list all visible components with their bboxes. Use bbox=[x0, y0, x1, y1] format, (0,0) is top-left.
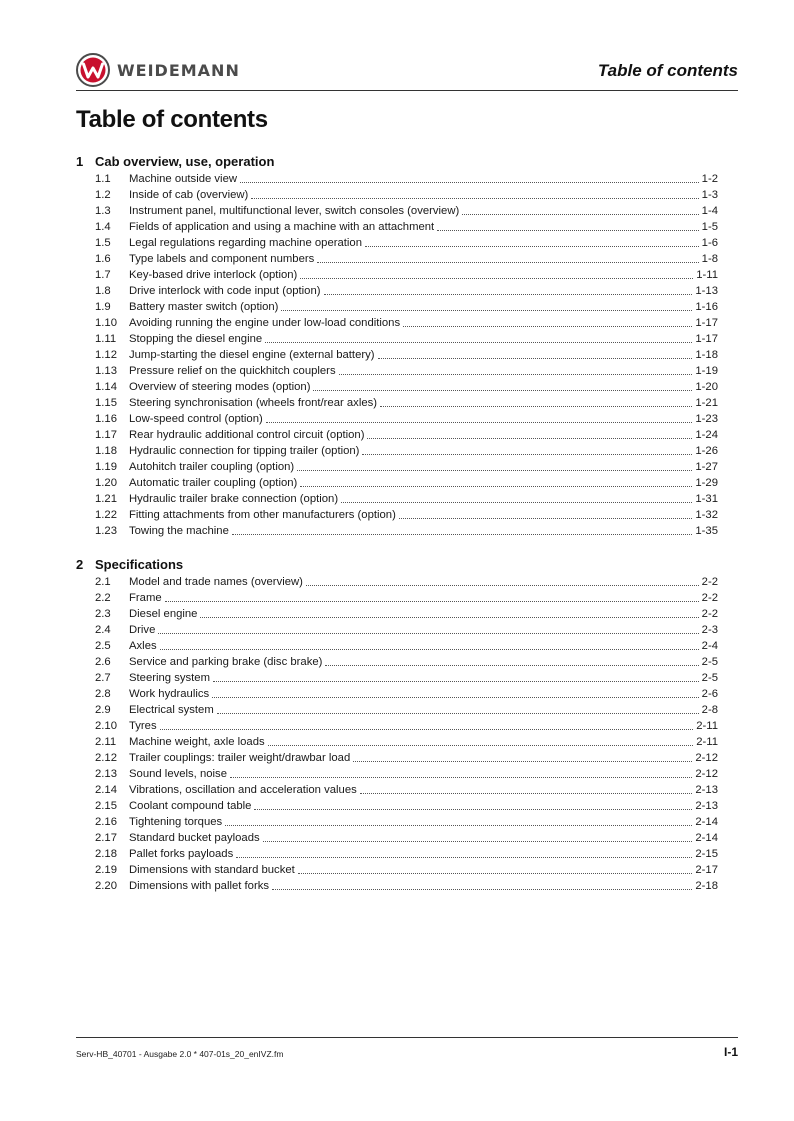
toc-entry-number: 2.16 bbox=[95, 816, 117, 828]
toc-entry[interactable] bbox=[76, 702, 718, 718]
toc-entry-number: 1.23 bbox=[95, 525, 117, 537]
toc-entry-title: Machine weight, axle loads bbox=[129, 736, 265, 748]
toc-entry-page: 1-24 bbox=[695, 429, 718, 441]
toc-entry-page: 2-4 bbox=[701, 640, 718, 652]
toc-entry[interactable] bbox=[76, 379, 718, 395]
toc-entry-number: 1.13 bbox=[95, 365, 117, 377]
toc-dot-leader bbox=[158, 632, 698, 634]
toc-entry-number: 1.15 bbox=[95, 397, 117, 409]
toc-entry-number: 1.11 bbox=[95, 333, 117, 345]
toc-entry-page: 2-2 bbox=[701, 608, 718, 620]
toc-dot-leader bbox=[306, 584, 699, 586]
toc-entry-title: Frame bbox=[129, 592, 162, 604]
toc-entry-number: 1.9 bbox=[95, 301, 111, 313]
toc-entry-title: Coolant compound table bbox=[129, 800, 252, 812]
toc-entry-page: 1-16 bbox=[695, 301, 718, 313]
toc-entry-page: 1-2 bbox=[701, 173, 718, 185]
toc-entry[interactable] bbox=[76, 782, 718, 798]
chapter-heading bbox=[76, 151, 718, 171]
toc-entry-page: 1-35 bbox=[695, 525, 718, 537]
toc-entry-number: 2.19 bbox=[95, 864, 117, 876]
toc-entry[interactable] bbox=[76, 814, 718, 830]
toc-entry[interactable] bbox=[76, 283, 718, 299]
toc-dot-leader bbox=[265, 341, 692, 343]
toc-entry-page: 1-6 bbox=[701, 237, 718, 249]
toc-entry[interactable] bbox=[76, 395, 718, 411]
toc-entry-page: 1-27 bbox=[695, 461, 718, 473]
toc-entry[interactable] bbox=[76, 622, 718, 638]
toc-entry-title: Hydraulic connection for tipping trailer (option) bbox=[129, 445, 360, 457]
toc-entry[interactable] bbox=[76, 654, 718, 670]
toc-entry-page: 2-8 bbox=[701, 704, 718, 716]
toc-entry[interactable] bbox=[76, 718, 718, 734]
chapter-heading bbox=[76, 554, 718, 574]
toc-entry-title: Autohitch trailer coupling (option) bbox=[129, 461, 295, 473]
toc-entry-number: 2.2 bbox=[95, 592, 111, 604]
brand-name: WEIDEMANN bbox=[117, 60, 240, 80]
toc-dot-leader bbox=[403, 325, 692, 327]
toc-entry-title: Battery master switch (option) bbox=[129, 301, 279, 313]
toc-dot-leader bbox=[380, 405, 692, 407]
toc-dot-leader bbox=[254, 808, 692, 810]
toc-entry[interactable] bbox=[76, 766, 718, 782]
toc-entry[interactable] bbox=[76, 459, 718, 475]
toc-entry-title: Hydraulic trailer brake connection (option) bbox=[129, 493, 339, 505]
toc-entry-title: Electrical system bbox=[129, 704, 214, 716]
toc-entry-title: Steering system bbox=[129, 672, 210, 684]
toc-entry-page: 1-17 bbox=[695, 333, 718, 345]
toc-entry-title: Machine outside view bbox=[129, 173, 238, 185]
toc-entry-page: 2-5 bbox=[701, 672, 718, 684]
toc-entry[interactable] bbox=[76, 590, 718, 606]
toc-entry-title: Instrument panel, multifunctional lever, switch consoles (overview) bbox=[129, 205, 460, 217]
toc-entry-title: Trailer couplings: trailer weight/drawbar load bbox=[129, 752, 351, 764]
toc-entry-number: 2.12 bbox=[95, 752, 117, 764]
page-number: I-1 bbox=[723, 1045, 738, 1059]
toc-entry-title: Towing the machine bbox=[129, 525, 229, 537]
page-header bbox=[76, 48, 738, 91]
toc-entry-number: 2.20 bbox=[95, 880, 117, 892]
toc-entry-title: Key-based drive interlock (option) bbox=[129, 269, 298, 281]
toc-entry-title: Pallet forks payloads bbox=[129, 848, 234, 860]
toc-entry-number: 1.7 bbox=[95, 269, 111, 281]
toc-entry-number: 1.19 bbox=[95, 461, 117, 473]
toc-entry-title: Service and parking brake (disc brake) bbox=[129, 656, 323, 668]
toc-entry-page: 2-12 bbox=[695, 752, 718, 764]
toc-dot-leader bbox=[272, 888, 692, 890]
toc-dot-leader bbox=[437, 229, 698, 231]
toc-entry-page: 2-2 bbox=[701, 592, 718, 604]
toc-entry-title: Drive bbox=[129, 624, 156, 636]
toc-entry-page: 1-5 bbox=[701, 221, 718, 233]
toc-entry-number: 1.3 bbox=[95, 205, 111, 217]
toc-entry-title: Inside of cab (overview) bbox=[129, 189, 249, 201]
toc-dot-leader bbox=[378, 357, 693, 359]
toc-entry-number: 2.10 bbox=[95, 720, 117, 732]
toc-entry-number: 1.22 bbox=[95, 509, 117, 521]
toc-entry-page: 1-11 bbox=[696, 269, 718, 281]
toc-dot-leader bbox=[324, 293, 693, 295]
toc-dot-leader bbox=[339, 373, 693, 375]
toc-entry-title: Vibrations, oscillation and acceleration values bbox=[129, 784, 357, 796]
toc-entry-number: 2.9 bbox=[95, 704, 111, 716]
toc-entry-title: Steering synchronisation (wheels front/rear axles) bbox=[129, 397, 378, 409]
toc-entry-title: Diesel engine bbox=[129, 608, 198, 620]
toc-entry-page: 2-3 bbox=[701, 624, 718, 636]
toc-chapter-1 bbox=[76, 151, 718, 539]
toc-entry-number: 2.13 bbox=[95, 768, 117, 780]
toc-entry-page: 1-29 bbox=[695, 477, 718, 489]
toc-dot-leader bbox=[232, 533, 693, 535]
toc-entry[interactable] bbox=[76, 443, 718, 459]
toc-dot-leader bbox=[341, 501, 692, 503]
toc-entry[interactable] bbox=[76, 574, 718, 590]
toc-entry-number: 2.18 bbox=[95, 848, 117, 860]
toc-dot-leader bbox=[160, 648, 699, 650]
toc-entry-title: Low-speed control (option) bbox=[129, 413, 263, 425]
toc-entry-number: 1.21 bbox=[95, 493, 117, 505]
toc-entry[interactable] bbox=[76, 734, 718, 750]
toc-dot-leader bbox=[200, 616, 698, 618]
toc-dot-leader bbox=[165, 600, 699, 602]
document-reference: Serv-HB_40701 - Ausgabe 2.0 * 407-01s_20_enIVZ.fm bbox=[76, 1049, 284, 1059]
toc-entry-page: 1-23 bbox=[695, 413, 718, 425]
toc-entry-number: 2.7 bbox=[95, 672, 111, 684]
toc-entry[interactable] bbox=[76, 830, 718, 846]
page-footer bbox=[76, 1037, 738, 1068]
toc-dot-leader bbox=[360, 792, 693, 794]
toc-entry-number: 2.5 bbox=[95, 640, 111, 652]
toc-dot-leader bbox=[160, 728, 694, 730]
toc-entry-page: 1-26 bbox=[695, 445, 718, 457]
toc-entry-page: 2-2 bbox=[701, 576, 718, 588]
toc-entry-title: Work hydraulics bbox=[129, 688, 210, 700]
toc-dot-leader bbox=[365, 245, 699, 247]
toc-entry-page: 2-17 bbox=[695, 864, 718, 876]
toc-entry-title: Tyres bbox=[129, 720, 157, 732]
toc-entry-page: 2-18 bbox=[695, 880, 718, 892]
toc-entry[interactable] bbox=[76, 475, 718, 491]
toc-entry-page: 2-13 bbox=[695, 800, 718, 812]
toc-entry-title: Standard bucket payloads bbox=[129, 832, 260, 844]
toc-dot-leader bbox=[213, 680, 699, 682]
toc-entry-title: Jump-starting the diesel engine (external battery) bbox=[129, 349, 375, 361]
toc-entry-number: 1.17 bbox=[95, 429, 117, 441]
toc-dot-leader bbox=[399, 517, 693, 519]
running-header-title: Table of contents bbox=[597, 61, 738, 80]
toc-entry-page: 1-3 bbox=[701, 189, 718, 201]
chapter-number: 1 bbox=[76, 153, 84, 169]
toc-entry[interactable] bbox=[76, 331, 718, 347]
toc-entry-page: 1-17 bbox=[695, 317, 718, 329]
toc-entry-title: Rear hydraulic additional control circuit (option) bbox=[129, 429, 365, 441]
toc-dot-leader bbox=[325, 664, 698, 666]
toc-entry-title: Fitting attachments from other manufacturers (option) bbox=[129, 509, 396, 521]
chapter-number: 2 bbox=[76, 556, 84, 572]
page-title: Table of contents bbox=[76, 106, 268, 133]
toc-entry-page: 1-21 bbox=[695, 397, 718, 409]
toc-entry-title: Drive interlock with code input (option) bbox=[129, 285, 321, 297]
toc-dot-leader bbox=[236, 856, 692, 858]
toc-entry-number: 2.1 bbox=[95, 576, 111, 588]
toc-dot-leader bbox=[268, 744, 694, 746]
toc-entry[interactable] bbox=[76, 187, 718, 203]
toc-entry[interactable] bbox=[76, 862, 718, 878]
toc-entry-page: 1-20 bbox=[695, 381, 718, 393]
toc-dot-leader bbox=[298, 872, 693, 874]
toc-entry-title: Dimensions with standard bucket bbox=[129, 864, 295, 876]
toc-entry-number: 1.8 bbox=[95, 285, 111, 297]
toc-entry-page: 1-4 bbox=[701, 205, 718, 217]
toc-entry[interactable] bbox=[76, 491, 718, 507]
toc-entry-page: 2-6 bbox=[701, 688, 718, 700]
toc-dot-leader bbox=[240, 181, 699, 183]
toc-entry[interactable] bbox=[76, 670, 718, 686]
toc-entry-page: 2-14 bbox=[695, 832, 718, 844]
toc-dot-leader bbox=[300, 277, 693, 279]
toc-entry-page: 1-8 bbox=[701, 253, 718, 265]
toc-dot-leader bbox=[317, 261, 698, 263]
toc-entry-title: Pressure relief on the quickhitch couplers bbox=[129, 365, 336, 377]
brand-logo bbox=[76, 52, 240, 88]
toc-entry[interactable] bbox=[76, 235, 718, 251]
toc-entry[interactable] bbox=[76, 267, 718, 283]
toc-entry-number: 2.3 bbox=[95, 608, 111, 620]
toc-dot-leader bbox=[300, 485, 692, 487]
toc-dot-leader bbox=[217, 712, 699, 714]
toc-entry-page: 2-14 bbox=[695, 816, 718, 828]
toc-entry[interactable] bbox=[76, 750, 718, 766]
toc-entry[interactable] bbox=[76, 363, 718, 379]
toc-dot-leader bbox=[313, 389, 692, 391]
toc-entry-number: 1.1 bbox=[95, 173, 111, 185]
toc-entry-number: 2.17 bbox=[95, 832, 117, 844]
toc-entry-number: 1.12 bbox=[95, 349, 117, 361]
toc-entry[interactable] bbox=[76, 219, 718, 235]
toc-entry-page: 2-5 bbox=[701, 656, 718, 668]
toc-entry-number: 1.14 bbox=[95, 381, 117, 393]
toc-entry[interactable] bbox=[76, 427, 718, 443]
toc-entry-number: 1.16 bbox=[95, 413, 117, 425]
toc-entry-page: 1-18 bbox=[695, 349, 718, 361]
toc-entry-number: 1.5 bbox=[95, 237, 111, 249]
toc-entry-number: 2.4 bbox=[95, 624, 111, 636]
toc-dot-leader bbox=[225, 824, 692, 826]
toc-entry-title: Avoiding running the engine under low-load conditions bbox=[129, 317, 401, 329]
toc-entry[interactable] bbox=[76, 251, 718, 267]
toc-entry-number: 1.2 bbox=[95, 189, 111, 201]
toc-entry-title: Tightening torques bbox=[129, 816, 223, 828]
toc-entry-title: Sound levels, noise bbox=[129, 768, 227, 780]
toc-dot-leader bbox=[251, 197, 698, 199]
toc-entry-list bbox=[76, 171, 718, 539]
toc-entry-page: 1-31 bbox=[695, 493, 718, 505]
toc-entry-title: Legal regulations regarding machine operation bbox=[129, 237, 362, 249]
toc-entry-title: Axles bbox=[129, 640, 157, 652]
chapter-title: Cab overview, use, operation bbox=[95, 153, 275, 169]
toc-entry-page: 1-13 bbox=[695, 285, 718, 297]
toc-entry-title: Dimensions with pallet forks bbox=[129, 880, 270, 892]
toc-entry-page: 2-11 bbox=[696, 736, 718, 748]
toc-entry[interactable] bbox=[76, 203, 718, 219]
toc-entry-title: Fields of application and using a machine with an attachment bbox=[129, 221, 435, 233]
toc-entry-page: 2-11 bbox=[696, 720, 718, 732]
toc-entry[interactable] bbox=[76, 846, 718, 862]
toc-entry-number: 2.11 bbox=[95, 736, 117, 748]
toc-dot-leader bbox=[230, 776, 692, 778]
toc-dot-leader bbox=[462, 213, 698, 215]
toc-entry-title: Stopping the diesel engine bbox=[129, 333, 263, 345]
toc-entry-page: 2-15 bbox=[695, 848, 718, 860]
toc-entry-page: 2-13 bbox=[695, 784, 718, 796]
toc-entry[interactable] bbox=[76, 878, 718, 894]
toc-entry[interactable] bbox=[76, 347, 718, 363]
weidemann-w-logo-icon bbox=[76, 53, 110, 87]
toc-entry-number: 1.10 bbox=[95, 317, 117, 329]
toc-entry-list bbox=[76, 574, 718, 894]
toc-entry[interactable] bbox=[76, 411, 718, 427]
toc-dot-leader bbox=[353, 760, 692, 762]
chapter-title: Specifications bbox=[95, 556, 184, 572]
toc-entry-number: 2.14 bbox=[95, 784, 117, 796]
toc-entry[interactable] bbox=[76, 798, 718, 814]
toc-entry[interactable] bbox=[76, 638, 718, 654]
toc-dot-leader bbox=[362, 453, 692, 455]
toc-chapter-2 bbox=[76, 554, 718, 894]
toc-entry[interactable] bbox=[76, 523, 718, 539]
toc-entry[interactable] bbox=[76, 171, 718, 187]
toc-dot-leader bbox=[263, 840, 693, 842]
toc-entry-number: 1.4 bbox=[95, 221, 111, 233]
toc-entry[interactable] bbox=[76, 315, 718, 331]
toc-entry-title: Type labels and component numbers bbox=[129, 253, 315, 265]
toc-entry-page: 1-32 bbox=[695, 509, 718, 521]
toc-entry[interactable] bbox=[76, 299, 718, 315]
toc-entry-page: 2-12 bbox=[695, 768, 718, 780]
toc-entry-title: Automatic trailer coupling (option) bbox=[129, 477, 298, 489]
toc-dot-leader bbox=[367, 437, 692, 439]
toc-entry[interactable] bbox=[76, 606, 718, 622]
toc-entry-number: 2.8 bbox=[95, 688, 111, 700]
toc-entry-title: Overview of steering modes (option) bbox=[129, 381, 311, 393]
toc-dot-leader bbox=[281, 309, 692, 311]
toc-entry-title: Model and trade names (overview) bbox=[129, 576, 303, 588]
toc-dot-leader bbox=[212, 696, 699, 698]
toc-entry-page: 1-19 bbox=[695, 365, 718, 377]
toc-entry[interactable] bbox=[76, 507, 718, 523]
toc-entry-number: 1.18 bbox=[95, 445, 117, 457]
toc-dot-leader bbox=[297, 469, 692, 471]
toc-entry[interactable] bbox=[76, 686, 718, 702]
toc-entry-number: 2.15 bbox=[95, 800, 117, 812]
toc-dot-leader bbox=[266, 421, 693, 423]
toc-entry-number: 1.20 bbox=[95, 477, 117, 489]
toc-entry-number: 1.6 bbox=[95, 253, 111, 265]
toc-entry-number: 2.6 bbox=[95, 656, 111, 668]
